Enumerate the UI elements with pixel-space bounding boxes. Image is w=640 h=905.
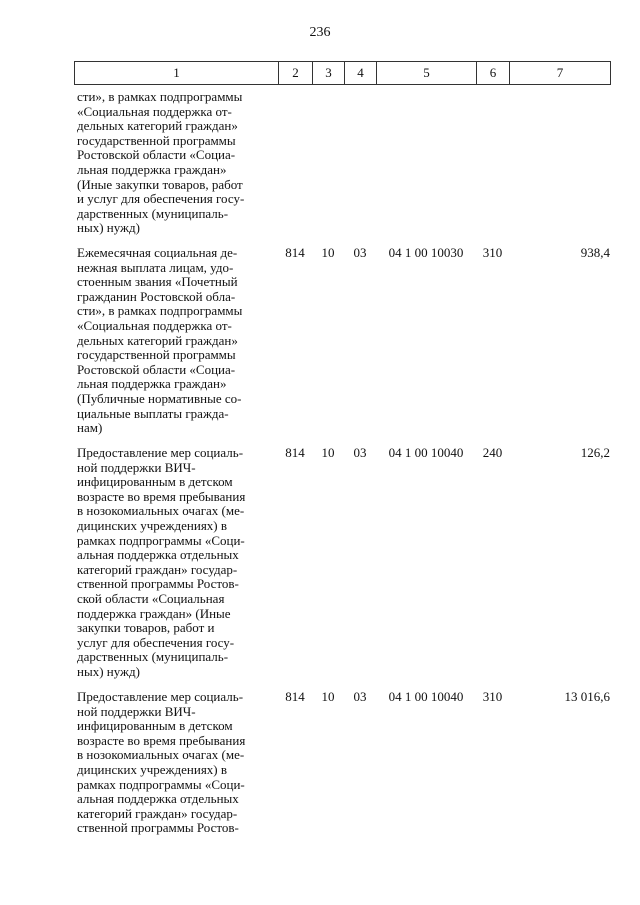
- row-target-article: 04 1 00 10040: [388, 689, 464, 704]
- row-expense-type: 310: [482, 689, 503, 704]
- row-subsection: 03: [353, 689, 367, 704]
- row-expense-type: 240: [482, 445, 503, 460]
- header-col-4: 4: [345, 62, 377, 85]
- row-section: 10: [321, 245, 335, 260]
- header-col-6: 6: [477, 62, 510, 85]
- row-target-article: 04 1 00 10040: [388, 445, 464, 460]
- header-col-3: 3: [313, 62, 345, 85]
- row-section: 10: [321, 689, 335, 704]
- header-col-1: 1: [75, 62, 279, 85]
- row-description: сти», в рамках подпрограммы «Социальная поддержка от- дельных категорий граждан» государственной программы Ростовской области «Социа- льная поддержка граждан» (Иные закупки товаров, работ и услуг для обеспечения госу- дарственных (муниципаль- ных) нужд): [77, 89, 245, 236]
- row-target-article: 04 1 00 10030: [388, 245, 464, 260]
- header-col-5: 5: [377, 62, 477, 85]
- row-amount: 13 016,6: [564, 689, 610, 704]
- row-ministry-code: 814: [285, 445, 305, 460]
- row-description: Ежемесячная социальная де- нежная выплата лицам, удо- стоенным звания «Почетный гражданин Ростовской обла- сти», в рамках подпрограммы «Социальная поддержка от- дельных категорий граждан» государственной программы Ростовской области «Социа- льная поддержка граждан» (Публичные нормативные со- циальные выплаты гражда- нам): [77, 245, 243, 436]
- row-section: 10: [321, 445, 335, 460]
- page-number: 236: [309, 25, 331, 40]
- row-amount: 938,4: [580, 245, 610, 260]
- row-expense-type: 310: [482, 245, 503, 260]
- row-description: Предоставление мер социаль- ной поддержки ВИЧ- инфицированным в детском возрасте во время пребывания в нозокомиальных очагах (ме- дицинских учреждениях) в рамках подпрограммы «Соци- альная поддержка отдельных категорий граждан» государ- ственной программы Ростов- ской области «Социальная поддержка граждан» (Иные закупки товаров, работ и услуг для обеспечения госу- дарственных (муниципаль- ных) нужд): [77, 445, 246, 679]
- row-subsection: 03: [353, 245, 367, 260]
- row-amount: 126,2: [580, 445, 610, 460]
- row-ministry-code: 814: [285, 689, 305, 704]
- header-col-7: 7: [510, 62, 611, 85]
- row-ministry-code: 814: [285, 245, 305, 260]
- row-description: Предоставление мер социаль- ной поддержки ВИЧ- инфицированным в детском возрасте во время пребывания в нозокомиальных очагах (ме- дицинских учреждениях) в рамках подпрограммы «Соци- альная поддержка отдельных категорий граждан» государ- ственной программы Ростов-: [77, 689, 246, 836]
- column-number-header: [74, 61, 611, 85]
- header-col-2: 2: [279, 62, 313, 85]
- row-subsection: 03: [353, 445, 367, 460]
- header-row: [75, 62, 611, 85]
